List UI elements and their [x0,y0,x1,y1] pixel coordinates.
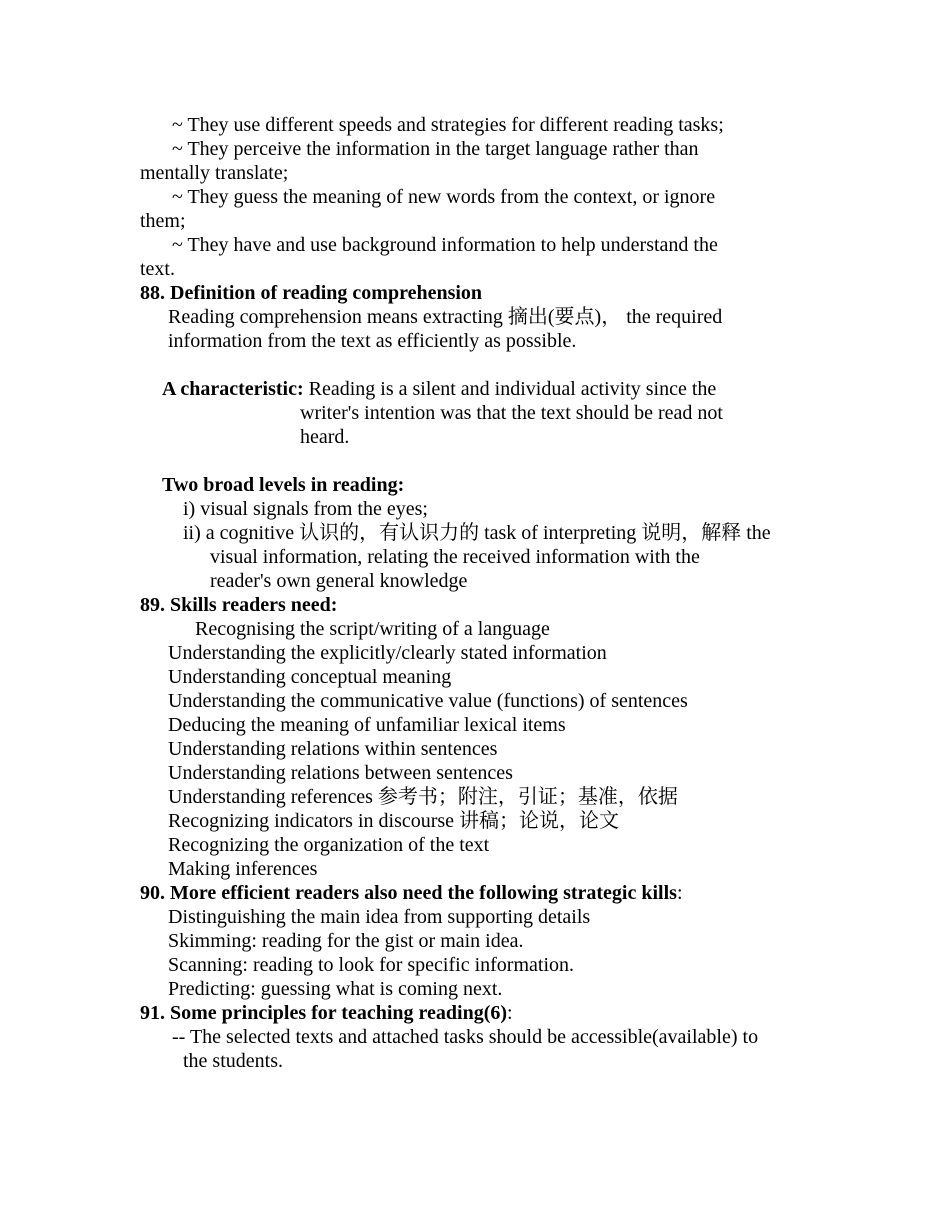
strategic-skill-item: Skimming: reading for the gist or main idea. [168,930,524,952]
level-cognitive-cont-1: visual information, relating the received information with the [210,546,700,568]
bullet-guess: ~ They guess the meaning of new words from the context, or ignore [172,186,716,208]
levels-heading: Two broad levels in reading: [162,474,405,496]
principle-item: -- The selected texts and attached tasks should be accessible(available) to [172,1026,759,1048]
bullet-perceive-cont: mentally translate; [140,162,289,184]
bullet-background-cont: text. [140,258,175,280]
skill-item: Understanding the communicative value (functions) of sentences [168,690,688,712]
skill-item: Recognizing indicators in discourse 讲稿；论说，论文 [168,810,620,832]
bullet-perceive: ~ They perceive the information in the target language rather than [172,138,699,160]
characteristic-label: A characteristic: [162,378,304,400]
definition-line: Reading comprehension means extracting 摘出(要点)， the required [168,306,723,328]
characteristic-cont-2: heard. [300,426,350,448]
skill-item: Recognising the script/writing of a language [195,618,550,640]
characteristic-line [162,377,716,401]
skill-item: Understanding relations between sentences [168,762,513,784]
skill-item: Making inferences [168,858,318,880]
definition-line-cont: information from the text as efficiently as possible. [168,330,577,352]
characteristic-text: Reading is a silent and individual activity since the [303,378,717,400]
skill-item: Deducing the meaning of unfamiliar lexical items [168,714,566,736]
characteristic-cont-1: writer's intention was that the text should be read not [300,402,723,424]
section-90-heading: 90. More efficient readers also need the following strategic kills: [140,882,683,904]
strategic-skill-item: Distinguishing the main idea from supporting details [168,906,591,928]
section-88-heading: 88. Definition of reading comprehension [140,282,483,304]
skill-item: Understanding the explicitly/clearly stated information [168,642,607,664]
strategic-skill-item: Predicting: guessing what is coming next. [168,978,503,1000]
skill-item: Recognizing the organization of the text [168,834,490,856]
skill-item: Understanding relations within sentences [168,738,498,760]
bullet-guess-cont: them; [140,210,186,232]
principle-item-cont: the students. [183,1050,283,1072]
level-visual: i) visual signals from the eyes; [183,498,428,520]
section-91-heading: 91. Some principles for teaching reading(6): [140,1002,513,1024]
section-89-heading: 89. Skills readers need: [140,594,338,616]
level-cognitive-cont-2: reader's own general knowledge [210,570,468,592]
skill-item: Understanding conceptual meaning [168,666,452,688]
level-cognitive: ii) a cognitive 认识的，有认识力的 task of interpreting 说明，解释 the [183,522,771,544]
bullet-background: ~ They have and use background information to help understand the [172,234,718,256]
bullet-speeds: ~ They use different speeds and strategies for different reading tasks; [172,114,724,136]
skill-item: Understanding references 参考书；附注，引证；基准，依据 [168,786,678,808]
strategic-skill-item: Scanning: reading to look for specific information. [168,954,575,976]
